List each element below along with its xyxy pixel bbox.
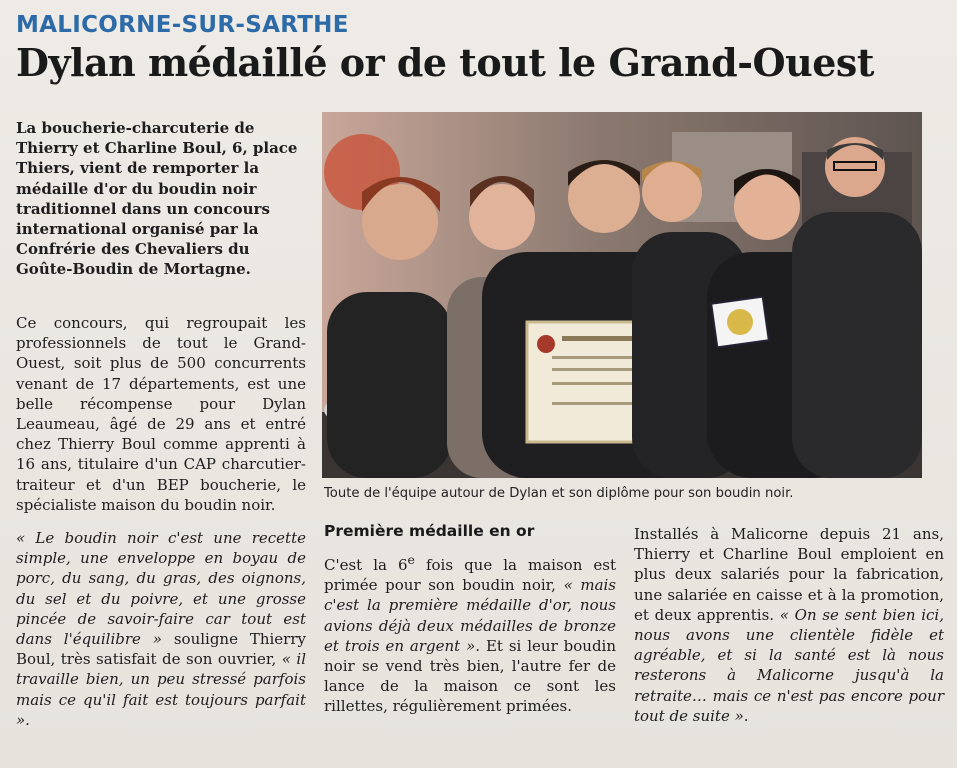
headline: Dylan médaillé or de tout le Grand-Ouest bbox=[16, 40, 874, 85]
text-end: . bbox=[743, 706, 749, 725]
text-sixth-a: C'est la 6 bbox=[324, 556, 408, 574]
body-paragraph-3 bbox=[324, 550, 616, 717]
team-photo bbox=[322, 112, 922, 478]
quote-recipe: « Le boudin noir c'est une recette simple, une enveloppe en boyau de porc, du sang, du gras, des oignons, du sel et du poivre, et une grosse pincée de savoir-faire car tout est dans l'équilibre » bbox=[16, 529, 306, 649]
text-rillettes: Et si leur boudin noir se vend très bien, l'autre fer de lance de la maison ce sont les rillettes, régulièrement primées. bbox=[324, 636, 616, 716]
body-paragraph-1: Ce concours, qui regroupait les professionnels de tout le Grand-Ouest, soit plus de 500 concurrents venant de 17 départements, est une belle récompense pour Dylan Leaumeau, âgé de 29 ans et entré chez Thierry Boul comme apprenti à 16 ans, titulaire d'un CAP charcutier-traiteur et d'un BEP boucherie, le spécialiste maison du boudin noir. bbox=[16, 314, 306, 514]
lead-paragraph: La boucherie-charcuterie de Thierry et Charline Boul, 6, place Thiers, vient de remporter la médaille d'or du boudin noir traditionnel dans un concours international organisé par la Confrérie des Chevaliers du Goûte-Boudin de Mortagne. bbox=[16, 119, 298, 279]
section-subhead: Première médaille en or bbox=[324, 522, 535, 540]
quote-retirement: « On se sent bien ici, nous avons une clientèle fidèle et agréable, et si la santé est là nous resterons à Malicorne jusqu'à la retraite… mais ce n'est pas encore pour tout de suite » bbox=[634, 605, 944, 725]
kicker-location: MALICORNE-SUR-SARTHE bbox=[16, 12, 349, 38]
body-paragraph-2 bbox=[16, 528, 306, 730]
team-photo-illustration bbox=[322, 112, 922, 478]
body-paragraph-4 bbox=[634, 524, 944, 726]
quote-worker: « il travaille bien, un peu stressé parfois mais ce qu'il fait est toujours parfait ». bbox=[16, 650, 306, 729]
photo-caption: Toute de l'équipe autour de Dylan et son diplôme pour son boudin noir. bbox=[324, 486, 794, 501]
text-sixth-b: fois que la maison est primée pour son boudin noir, bbox=[324, 556, 616, 595]
text-staff: Installés à Malicorne depuis 21 ans, Thierry et Charline Boul emploient en plus deux salariés pour la fabrication, une salariée en caisse et à la promotion, et deux apprentis. bbox=[634, 525, 944, 624]
text-sixth-sup: e bbox=[407, 552, 415, 567]
quote-medals: « mais c'est la première médaille d'or, nous avions déjà deux médailles de bronze et trois en argent ». bbox=[324, 576, 617, 655]
attribution: souligne Thierry Boul, très satisfait de son ouvrier, bbox=[16, 630, 306, 669]
